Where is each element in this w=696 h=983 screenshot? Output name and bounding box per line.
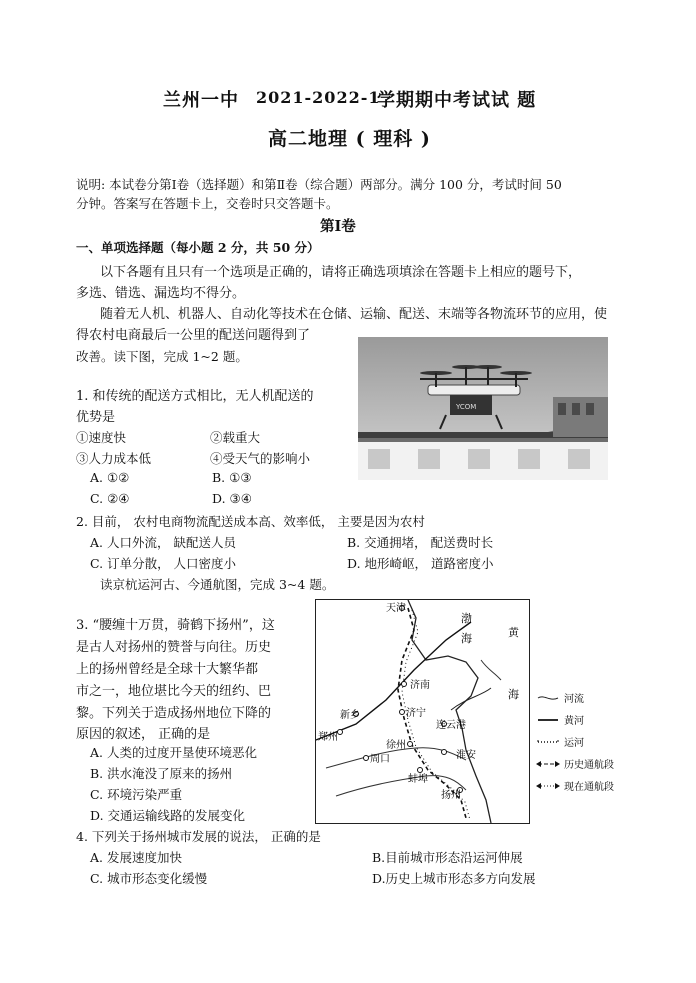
canal-map: [315, 599, 530, 824]
title-exam: 学期期中考试试 题: [377, 90, 537, 111]
part-heading: 第Ⅰ卷: [320, 218, 356, 235]
q3-option-c[interactable]: C. 环境污染严重: [90, 787, 183, 802]
q4-option-d[interactable]: D.历史上城市形态多方向发展: [372, 871, 536, 886]
page-title: 高二地理 ( 理科 ): [268, 128, 431, 150]
legend-historic: 历史通航段: [564, 760, 614, 771]
legend-current: 现在通航段: [564, 782, 614, 793]
map-intro: 读京杭运河古、今通航图，完成 3~4 题。: [100, 577, 335, 592]
q3-stem-4: 市之一，地位堪比今天的纽约、巴: [76, 684, 272, 699]
q1-item-4: ④受天气的影响小: [210, 451, 311, 466]
q3-option-b[interactable]: B. 洪水淹没了原来的扬州: [90, 766, 233, 781]
legend-canal: 运河: [564, 738, 584, 749]
city-jinan: 济南: [410, 680, 430, 691]
title-school: 兰州一中: [163, 90, 239, 111]
q3-stem-5: 黎。下列关于造成扬州地位下降的: [76, 706, 272, 721]
q3-stem-3: 上的扬州曾经是全球十大繁华都: [76, 662, 259, 677]
q4-option-c[interactable]: C. 城市形态变化缓慢: [90, 871, 208, 886]
q3-option-d[interactable]: D. 交通运输线路的发展变化: [90, 808, 246, 823]
q2-option-d[interactable]: D. 地形崎岖， 道路密度小: [347, 556, 494, 571]
q3-option-a[interactable]: A. 人类的过度开垦使环境恶化: [90, 745, 257, 760]
title-year: 2021-2022-1: [256, 88, 381, 107]
q4-option-b[interactable]: B.目前城市形态沿运河伸展: [372, 850, 523, 865]
legend-yellow-river: 黄河: [564, 716, 584, 727]
q1-option-b[interactable]: B. ①③: [212, 470, 252, 485]
q2-option-b[interactable]: B. 交通拥堵， 配送费时长: [347, 535, 494, 550]
label-bo: 渤: [461, 612, 472, 625]
label-huang: 黄: [508, 626, 519, 639]
q1-option-a[interactable]: A. ①②: [90, 470, 130, 485]
city-zhoukou: 周口: [370, 754, 390, 765]
q2-option-a[interactable]: A. 人口外流， 缺配送人员: [90, 535, 236, 550]
q2-stem: 2. 目前， 农村电商物流配送成本高、效率低， 主要是因为农村: [76, 514, 425, 529]
context-line-1: 随着无人机、机器人、自动化等技术在仓储、运输、配送、末端等各物流环节的应用，使: [100, 307, 608, 322]
q3-stem-2: 是古人对扬州的赞誉与向往。历史: [76, 640, 272, 655]
instruction-line-1: 以下各题有且只有一个选项是正确的，请将正确选项填涂在答题卡上相应的题号下，: [100, 265, 582, 280]
q2-option-c[interactable]: C. 订单分散， 人口密度小: [90, 556, 237, 571]
q4-option-a[interactable]: A. 发展速度加快: [90, 850, 182, 865]
q4-stem: 4. 下列关于扬州城市发展的说法， 正确的是: [76, 829, 321, 844]
drone-photo: [358, 337, 608, 480]
context-line-2: 得农村电商最后一公里的配送问题得到了: [76, 328, 311, 343]
city-tianjin: 天津: [386, 603, 406, 614]
q1-item-2: ②载重大: [210, 430, 261, 445]
intro-line-2: 分钟。答案写在答题卡上，交卷时只交答题卡。: [76, 196, 339, 211]
section-heading: 一、单项选择题（每小题 2 分，共 50 分）: [76, 240, 320, 255]
intro-line-1: 说明: 本试卷分第Ⅰ卷（选择题）和第Ⅱ卷（综合题）两部分。满分 100 分，考试时间 50: [76, 177, 562, 192]
q1-item-1: ①速度快: [76, 430, 127, 445]
q3-stem-6: 原因的叙述， 正确的是: [76, 727, 211, 742]
q1-stem-1: 1. 和传统的配送方式相比，无人机配送的: [76, 389, 314, 404]
context-line-3: 改善。读下图，完成 1~2 题。: [76, 349, 248, 364]
city-huaian: 淮安: [456, 750, 476, 761]
city-yangzhou: 扬州: [441, 790, 461, 801]
q1-option-d[interactable]: D. ③④: [212, 491, 252, 506]
legend-river: 河流: [564, 694, 584, 705]
city-jining: 济宁: [406, 708, 426, 719]
label-hai-2: 海: [508, 688, 519, 701]
q1-stem-2: 优势是: [76, 410, 116, 425]
city-xuzhou: 徐州: [386, 740, 406, 751]
city-bengbu: 蚌埠: [408, 774, 428, 785]
drone-box-label: YCOM: [456, 403, 477, 411]
label-hai: 海: [461, 632, 472, 645]
q3-stem-1: 3. “腰缠十万贯，骑鹤下扬州”，这: [76, 618, 275, 633]
city-zhengzhou: 郑州: [318, 732, 338, 743]
city-xinxiang: 新乡: [340, 710, 360, 721]
instruction-line-2: 多选、错选、漏选均不得分。: [76, 286, 246, 301]
q1-item-3: ③人力成本低: [76, 451, 152, 466]
city-lianyungang: 连云港: [436, 720, 466, 731]
map-legend: [536, 690, 646, 800]
q1-option-c[interactable]: C. ②④: [90, 491, 130, 506]
